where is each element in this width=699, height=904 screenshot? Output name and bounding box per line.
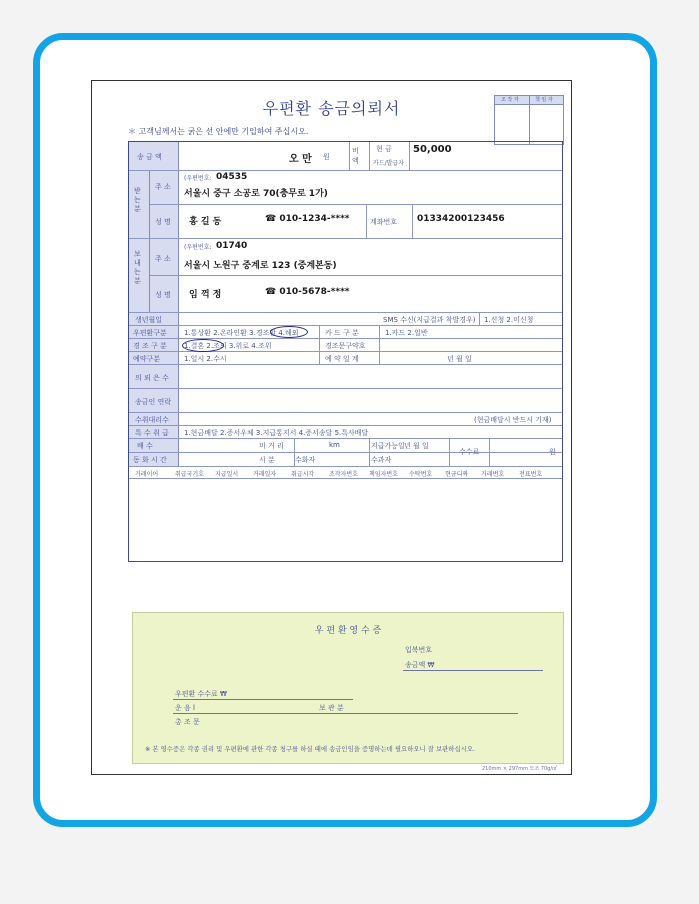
fee-label: 수수료 xyxy=(459,448,480,456)
sender-phone[interactable]: ☎ 010-5678-**** xyxy=(265,287,350,297)
type-selected-circle xyxy=(270,326,308,338)
pay-date-label: 지급가능일 xyxy=(371,442,405,450)
recipient-zip-prefix: (우편번호: xyxy=(184,175,212,182)
recipient-name-label: 성 명 xyxy=(155,218,171,226)
reserve-date[interactable]: 년 월 일 xyxy=(447,355,472,363)
reserve-label: 예약구분 xyxy=(133,355,161,363)
column-header: 거래번호 xyxy=(481,471,505,478)
column-header: 조작자번호 xyxy=(329,471,358,478)
recipient-addr-label: 주 소 xyxy=(155,183,171,191)
fee-unit: 원 xyxy=(549,448,556,456)
method-cash: 현 금 xyxy=(376,145,392,153)
receipt-fee-extra: 보 관 분 xyxy=(319,704,344,712)
receipt-section xyxy=(132,612,564,764)
time-label: 동 화 시 간 xyxy=(133,456,167,464)
method-label: 비 액 xyxy=(352,147,359,165)
approval-col2: 책 임 자 xyxy=(535,97,553,103)
card-label: 카 드 구 분 xyxy=(325,329,359,337)
sender-address[interactable]: 서울시 노원구 중계로 123 (중계본동) xyxy=(184,261,337,271)
amount-unit: 원 xyxy=(323,153,330,161)
birth-label: 생년월일 xyxy=(135,316,163,324)
requester-label: 의 뢰 은 수 xyxy=(135,374,169,382)
time-value[interactable]: 시 분 xyxy=(259,456,275,464)
recipient-address[interactable]: 서울시 중구 소공로 70(충무로 1가) xyxy=(184,189,328,199)
form-notice: ＊ 고객님께서는 굵은 선 안에만 기입하여 주십시오. xyxy=(128,127,309,136)
dist-km: km xyxy=(329,441,340,449)
method-card: 카드/발급자 xyxy=(373,160,405,167)
receiver2-label: 수과자 xyxy=(371,456,392,464)
fee-check-label: 수취대리수 xyxy=(135,416,169,424)
receipt-fee: 우편환 수수료 ₩ xyxy=(175,690,227,698)
event-selected-circle xyxy=(182,339,224,352)
column-header: 취급국기호 xyxy=(175,471,204,478)
event-label: 경 조 구 분 xyxy=(133,342,167,350)
amount-label: 송 금 액 xyxy=(137,153,162,161)
column-header: 거래일자 xyxy=(253,471,277,478)
column-header: 현금디짜 xyxy=(445,471,469,478)
special-options[interactable]: 1.현금배달 2.증서우체 3.지급통지서 4.증서송달 5.특사배달 xyxy=(184,429,369,437)
column-header: 취급시각 xyxy=(291,471,315,478)
event-options[interactable]: 1.결혼 2.조의 3.위로 4.조위 xyxy=(184,342,272,350)
form-table xyxy=(128,141,563,562)
account-number[interactable]: 01334200123456 xyxy=(417,214,505,224)
recipient-phone[interactable]: ☎ 010-1234-**** xyxy=(265,214,350,224)
recipient-section: 받는분 xyxy=(134,187,141,213)
receipt-deposit-no: 입북번호 xyxy=(405,646,433,654)
form-title: 우편환 송금의뢰서 xyxy=(262,99,401,118)
receipt-remark: 총 조 문 xyxy=(175,718,200,726)
reserve-date-label: 예 약 일 계 xyxy=(325,355,359,363)
sender-zip[interactable]: 01740 xyxy=(216,241,248,251)
approval-col1: 조 작 자 xyxy=(501,97,519,103)
card-options[interactable]: 1.카드 2.일반 xyxy=(385,329,428,337)
receipt-title: 우 편 환 영 수 증 xyxy=(314,626,382,636)
receiver-label: 수화자 xyxy=(295,456,316,464)
sms-label: SMS 수신(지급결과 착발경우) xyxy=(383,316,476,324)
reserve-options[interactable]: 1.일시 2.수시 xyxy=(184,355,227,363)
sender-addr-label: 주 소 xyxy=(155,255,171,263)
paper-spec: 210mm × 297mm 모조 70g/㎡ xyxy=(482,766,557,772)
pay-date[interactable]: 년 월 일 xyxy=(404,442,429,450)
column-header: 수탁번호 xyxy=(409,471,433,478)
column-header: 지급일시 xyxy=(215,471,239,478)
remittance-form xyxy=(91,80,572,775)
sender-name[interactable]: 임 꺽 정 xyxy=(189,290,222,300)
receipt-amount: 송금액 ₩ xyxy=(405,661,435,669)
column-header: 책임자번호 xyxy=(369,471,398,478)
account-label: 계좌번호 xyxy=(370,218,398,226)
amount-value[interactable]: 오 만 xyxy=(289,154,312,165)
receipt-notice: ※ 본 영수증은 각종 권리 및 우편환에 관한 각종 청구를 하실 때에 송금인임을 증명하는데 필요하오니 잘 보관하십시오. xyxy=(145,745,476,753)
sms-options[interactable]: 1.신청 2.미신청 xyxy=(484,316,534,324)
receipt-sender: 운 음 l xyxy=(175,704,195,712)
recipient-name[interactable]: 홍 길 동 xyxy=(189,217,222,227)
card-phrase-label: 경조문구약호 xyxy=(325,342,366,350)
fee-note: (현금배달시 반드시 기재) xyxy=(474,416,552,424)
type-label: 우편환구분 xyxy=(133,329,167,337)
type-options[interactable]: 1.통상환 2.온라인환 3.경조환 4.해외 xyxy=(184,329,299,337)
column-header: 거래이어 xyxy=(135,471,159,478)
dist-label: 배 수 xyxy=(137,442,153,450)
dist-unit: 미 거 리 xyxy=(259,442,284,450)
amount-figure[interactable]: 50,000 xyxy=(413,144,452,155)
sender-section: 보내는분 xyxy=(134,250,141,285)
sender-zip-prefix: (우편번호: xyxy=(184,244,212,251)
recipient-zip[interactable]: 04535 xyxy=(216,172,248,182)
column-header: 전표번호 xyxy=(519,471,543,478)
approval-box xyxy=(494,95,564,145)
relation-label: 송금인 연락 xyxy=(135,398,172,406)
special-label: 특 수 취 급 xyxy=(135,429,169,437)
sender-name-label: 성 명 xyxy=(155,291,171,299)
